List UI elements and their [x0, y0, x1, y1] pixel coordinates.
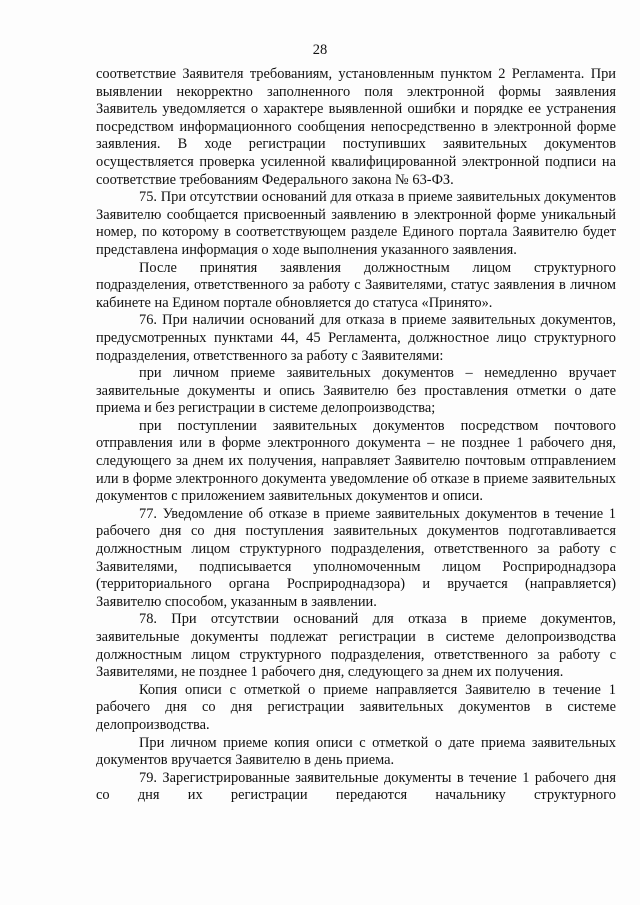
- paragraph-77: 77. Уведомление об отказе в приеме заявительных документов в течение 1 рабочего дня со дня поступления заявительных документов подготавливается должностным лицом структурного подразделения, ответственного за работу с Заявителями, подписывается уполномоченным лицом Росприроднадзора (территориального органа Росприроднадзора) и вручается (направляется) Заявителю способом, указанным в заявлении.: [96, 505, 616, 610]
- paragraph-status-update: После принятия заявления должностным лицом структурного подразделения, ответственного за работу с Заявителями, статус заявления в личном кабинете на Едином портале обновляется до статуса «Принято».: [96, 259, 616, 311]
- paragraph-75: 75. При отсутствии оснований для отказа в приеме заявительных документов Заявителю сообщается присвоенный заявлению в электронной форме уникальный номер, по которому в соответствующем разделе Единого портала Заявителю будет представлена информация о ходе выполнения указанного заявления.: [96, 189, 616, 258]
- paragraph-79: 79. Зарегистрированные заявительные документы в течение 1 рабочего дня со дня их регистрации передаются начальнику структурного: [96, 769, 616, 804]
- paragraph-personal-reception: при личном приеме заявительных документов – немедленно вручает заявительные документы и опись Заявителю без проставления отметки о дате приема и без регистрации в системе делопроизводства;: [96, 365, 616, 417]
- paragraph-inventory-copy: Копия описи с отметкой о приеме направляется Заявителю в течение 1 рабочего дня со дня регистрации заявительных документов в системе делопроизводства.: [96, 681, 616, 733]
- paragraph-continuation: соответствие Заявителя требованиям, установленным пунктом 2 Регламента. При выявлении некорректно заполненного поля электронной формы заявления Заявитель уведомляется о характере выявленной ошибки и порядке ее устранения посредством информационного сообщения непосредственно в электронной форме заявления. В ходе регистрации поступивших заявительных документов осуществляется проверка усиленной квалифицированной электронной подписи на соответствие требованиям Федерального закона № 63-ФЗ.: [96, 66, 616, 188]
- paragraph-postal-receipt: при поступлении заявительных документов посредством почтового отправления или в форме электронного документа – не позднее 1 рабочего дня, следующего за днем их получения, направляет Заявителю почтовым отправлением или в форме электронного документа уведомление об отказе в приеме заявительных документов с приложением заявительных документов и описи.: [96, 417, 616, 505]
- page-number: 28: [312, 42, 328, 58]
- page-body: [96, 66, 616, 805]
- paragraph-78: 78. При отсутствии оснований для отказа в приеме документов, заявительные документы подлежат регистрации в системе делопроизводства должностным лицом структурного подразделения, ответственного за работу с Заявителями, не позднее 1 рабочего дня, следующего за днем их получения.: [96, 611, 616, 681]
- paragraph-inventory-handover: При личном приеме копия описи с отметкой о дате приема заявительных документов вручается Заявителю в день приема.: [96, 734, 616, 769]
- paragraph-76: 76. При наличии оснований для отказа в приеме заявительных документов, предусмотренных пунктами 44, 45 Регламента, должностное лицо структурного подразделения, ответственного за работу с Заявителями:: [96, 312, 616, 364]
